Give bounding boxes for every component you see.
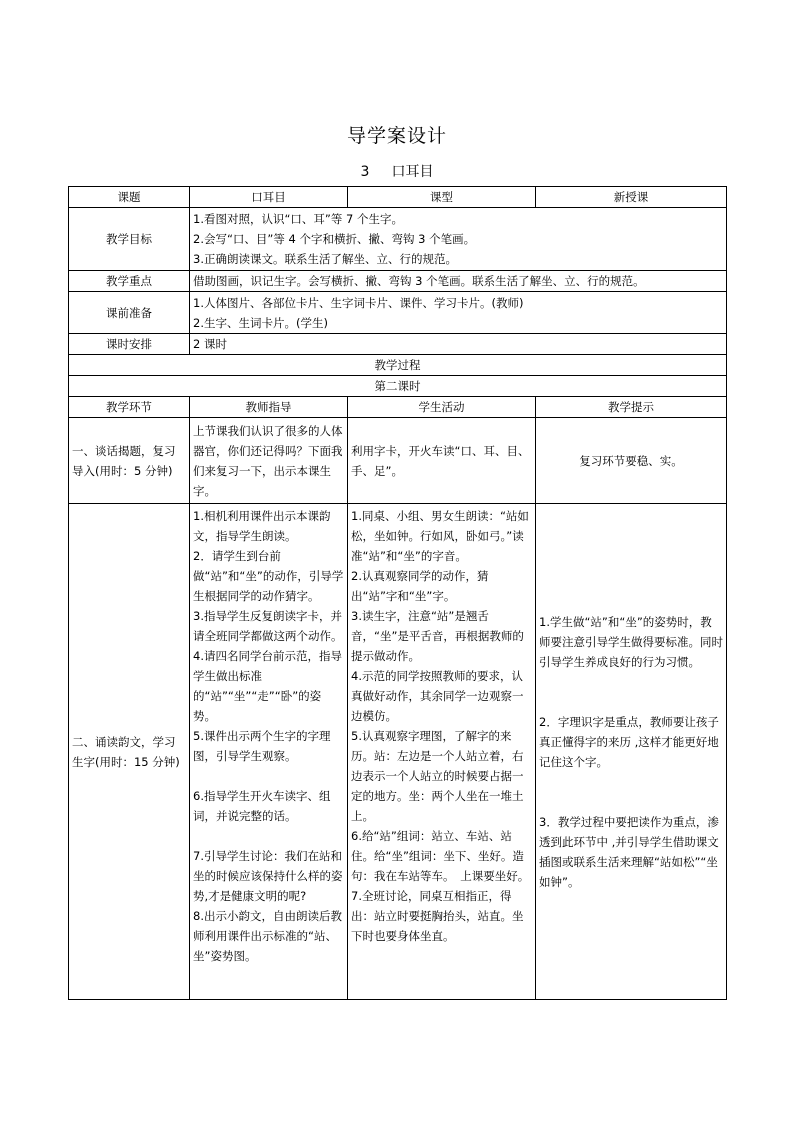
process-heading: 教学过程 — [69, 355, 727, 376]
row-topic — [69, 187, 727, 208]
focus-label: 教学重点 — [69, 271, 190, 292]
stage-1-tip: 复习环节要稳、实。 — [536, 418, 727, 504]
row-schedule — [69, 334, 727, 355]
stage-2-name: 二、诵读韵文，学习生字(用时：15 分钟) — [69, 504, 190, 1000]
goal-item: 1.看图对照，认识“口、耳”等 7 个生字。 — [193, 212, 404, 226]
student-step: 1.同桌、小组、男女生朗读：“站如松，坐如钟。行如风，卧如弓。”读准“站”和“坐”的字音。 — [351, 509, 529, 563]
student-step: 4.示范的同学按照教师的要求，认真做好动作，其余同学一边观察一边模仿。 — [351, 669, 524, 723]
tip-item: 1.学生做“站”和“坐”的姿势时，教师要注意引导学生做得要标准。同时引导学生养成良好的行为习惯。 — [539, 614, 723, 669]
goal-item: 3.正确朗读课文。联系生活了解坐、立、行的规范。 — [193, 252, 457, 266]
session-heading: 第二课时 — [69, 376, 727, 397]
lesson-subtitle — [0, 161, 794, 181]
teacher-step: 6.指导学生开火车读字、组词，并说完整的话。 — [193, 789, 331, 823]
row-prep — [69, 292, 727, 334]
teacher-step: 8.出示小韵文，自由朗读后教师利用课件出示标准的“站、坐”姿势图。 — [193, 909, 342, 963]
teacher-step: 2．请学生到台前做“站”和“坐”的动作，引导学生根据同学的动作猜字。 — [193, 549, 344, 603]
schedule-label: 课时安排 — [69, 334, 190, 355]
tip-item: 3．教学过程中要把读作为重点，渗透到此环节中 ,并引导学生借助课文插图或联系生活来理解“站如松”“坐如钟”。 — [539, 814, 719, 889]
tip-item: 2．字理识字是重点，教师要让孩子真正懂得字的来历 ,这样才能更好地记住这个字。 — [539, 714, 719, 769]
topic-label: 课题 — [69, 187, 190, 208]
student-step: 3.读生字，注意“站”是翘舌音，“坐”是平舌音，再根据教师的提示做动作。 — [351, 609, 524, 663]
focus-content: 借助图画，识记生字。会写横折、撇、弯钩 3 个笔画。联系生活了解坐、立、行的规范。 — [190, 271, 727, 292]
stage-1-teacher: 上节课我们认识了很多的人体器官，你们还记得吗？下面我们来复习一下，出示本课生字。 — [190, 418, 348, 504]
row-goals — [69, 208, 727, 271]
row-stage-2 — [69, 504, 727, 1000]
document-title: 导学案设计 — [346, 125, 447, 147]
type-value: 新授课 — [536, 187, 727, 208]
column-header-teacher: 教师指导 — [190, 397, 348, 418]
lesson-plan-table — [68, 186, 727, 1000]
teacher-step: 5.课件出示两个生字的字理图，引导学生观察。 — [193, 729, 331, 763]
teacher-step: 4.请四名同学台前示范，指导学生做出标准的“站”“坐”“走”“卧”的姿势。 — [193, 649, 342, 723]
goals-content — [190, 208, 727, 271]
goals-label: 教学目标 — [69, 208, 190, 271]
row-process-heading — [69, 355, 727, 376]
goal-item: 2.会写“口、目”等 4 个字和横折、撇、弯钩 3 个笔画。 — [193, 232, 476, 246]
row-column-headers — [69, 397, 727, 418]
student-step: 6.给“站”组词：站立、车站、站住。给“坐”组词：坐下、坐好。造句：我在车站等车。 上课要坐好。 — [351, 829, 530, 883]
prep-item: 1.人体图片、各部位卡片、生字词卡片、课件、学习卡片。(教师) — [193, 295, 524, 310]
column-header-tip: 教学提示 — [536, 397, 727, 418]
prep-label: 课前准备 — [69, 292, 190, 334]
lesson-name: 口耳目 — [391, 164, 434, 180]
topic-value: 口耳目 — [190, 187, 348, 208]
row-stage-1 — [69, 418, 727, 504]
type-label: 课型 — [348, 187, 536, 208]
prep-content — [190, 292, 727, 334]
column-header-stage: 教学环节 — [69, 397, 190, 418]
stage-1-name: 一、谈话揭题，复习导入(用时：5 分钟) — [69, 418, 190, 504]
student-step: 2.认真观察同学的动作，猜出“站”字和“坐”字。 — [351, 569, 489, 603]
teacher-step: 1.相机利用课件出示本课韵文，指导学生朗读。 — [193, 509, 331, 543]
stage-2-tips — [536, 504, 727, 1000]
student-step: 5.认真观察字理图，了解字的来历。站：左边是一个人站立着，右边表示一个人站立的时候要占据一定的地方。坐：两个人坐在一堆土上。 — [351, 729, 524, 823]
student-step: 7.全班讨论，同桌互相指正，得出：站立时要挺胸抬头，站直。坐下时也要身体坐直。 — [351, 889, 524, 943]
stage-2-teacher — [190, 504, 348, 1000]
column-header-student: 学生活动 — [348, 397, 536, 418]
stage-1-student: 利用字卡，开火车读“口、耳、目、手、足”。 — [348, 418, 536, 504]
teacher-step: 7.引导学生讨论：我们在站和坐的时候应该保持什么样的姿势,才是健康文明的呢? — [193, 849, 343, 903]
lesson-number: 3 — [360, 164, 370, 180]
row-session — [69, 376, 727, 397]
prep-item: 2.生字、生词卡片。(学生) — [193, 315, 328, 330]
teacher-step: 3.指导学生反复朗读字卡，并请全班同学都做这两个动作。 — [193, 609, 343, 643]
stage-2-student — [348, 504, 536, 1000]
schedule-content: 2 课时 — [190, 334, 727, 355]
row-focus — [69, 271, 727, 292]
